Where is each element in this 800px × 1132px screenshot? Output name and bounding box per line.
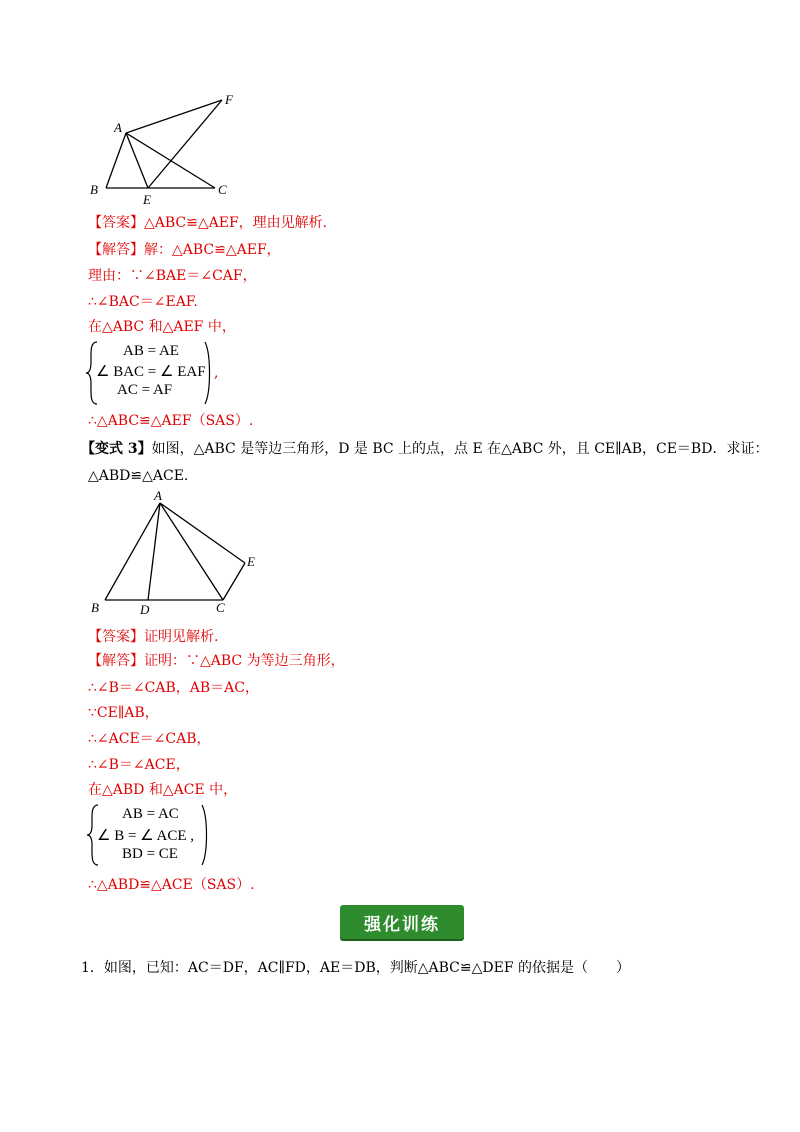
system1-row1: AB = AE bbox=[123, 343, 179, 359]
answer-bracket-left: 【 bbox=[88, 215, 102, 231]
system1-row3: AC = AF bbox=[117, 382, 173, 398]
label-f: F bbox=[225, 92, 233, 107]
segment-ab bbox=[106, 133, 126, 188]
system2-row1: AB = AC bbox=[122, 806, 179, 822]
figure-2-equilateral-diagram bbox=[85, 488, 265, 620]
solution-tag-line: 【解答】解：△ABC≌△AEF， bbox=[88, 242, 281, 258]
variant3-label: 【变式 3】 bbox=[81, 441, 152, 457]
variant3-solution-line1: 【解答】证明：∵△ABC 为等边三角形， bbox=[88, 653, 345, 669]
label-c: C bbox=[216, 600, 225, 615]
system1-row2: ∠ BAC = ∠ EAF bbox=[96, 364, 206, 380]
variant3-solution-line6: 在△ABD 和△ACE 中， bbox=[88, 782, 238, 798]
label-e: E bbox=[143, 192, 151, 207]
system2-row2: ∠ B = ∠ ACE , bbox=[97, 828, 195, 844]
solution-reason: 理由：∵∠BAE＝∠CAF， bbox=[88, 268, 257, 284]
answer-bracket-right: 】 bbox=[130, 215, 144, 231]
variant3-solution-line2: ∴∠B＝∠CAB，AB＝AC， bbox=[88, 680, 259, 696]
system1-suffix: , bbox=[214, 365, 219, 381]
system2-row3: BD = CE bbox=[122, 846, 178, 862]
variant3-conclusion: ∴△ABD≌△ACE（SAS）. bbox=[88, 877, 255, 893]
label-c: C bbox=[218, 182, 227, 197]
variant3-solution-line4: ∴∠ACE＝∠CAB， bbox=[88, 731, 211, 747]
variant3-statement-cont: △ABD≌△ACE. bbox=[88, 468, 189, 484]
figure-1-triangle-diagram bbox=[85, 90, 245, 210]
segment-ae bbox=[160, 503, 245, 563]
solution-conclusion: ∴△ABC≌△AEF（SAS）. bbox=[88, 413, 254, 429]
solution-therefore-angle: ∴∠BAC＝∠EAF. bbox=[88, 294, 198, 310]
answer-line bbox=[88, 214, 327, 232]
section-banner bbox=[340, 905, 464, 939]
answer-text: △ABC≌△AEF，理由见解析. bbox=[144, 215, 328, 231]
variant3-answer: 【答案】证明见解析. bbox=[88, 629, 219, 645]
right-paren-icon bbox=[200, 803, 210, 867]
right-paren-icon bbox=[203, 340, 213, 406]
variant3-solution-line5: ∴∠B＝∠ACE， bbox=[88, 757, 190, 773]
answer-tag: 答案 bbox=[102, 215, 130, 231]
label-b: B bbox=[90, 182, 98, 197]
variant3-text: 如图，△ABC 是等边三角形，D 是 BC 上的点，点 E 在△ABC 外，且 CE∥AB，CE＝BD．求证： bbox=[151, 441, 769, 457]
segment-ac bbox=[160, 503, 223, 600]
segment-ce bbox=[223, 563, 245, 600]
variant3-statement bbox=[81, 440, 768, 458]
question-1: 1．如图，已知：AC＝DF，AC∥FD，AE＝DB，判断△ABC≌△DEF 的依据是（ ） bbox=[81, 960, 630, 976]
segment-ae bbox=[126, 133, 148, 188]
label-a: A bbox=[154, 488, 162, 503]
label-d: D bbox=[140, 602, 150, 617]
segment-ad bbox=[148, 503, 160, 600]
label-a: A bbox=[114, 120, 122, 135]
section-banner-label: 强化训练 bbox=[364, 914, 440, 935]
label-e: E bbox=[247, 554, 255, 569]
segment-ab bbox=[105, 503, 160, 600]
label-b: B bbox=[91, 600, 99, 615]
variant3-solution-line3: ∵CE∥AB， bbox=[88, 705, 159, 721]
solution-in-triangles: 在△ABC 和△AEF 中， bbox=[88, 319, 236, 335]
